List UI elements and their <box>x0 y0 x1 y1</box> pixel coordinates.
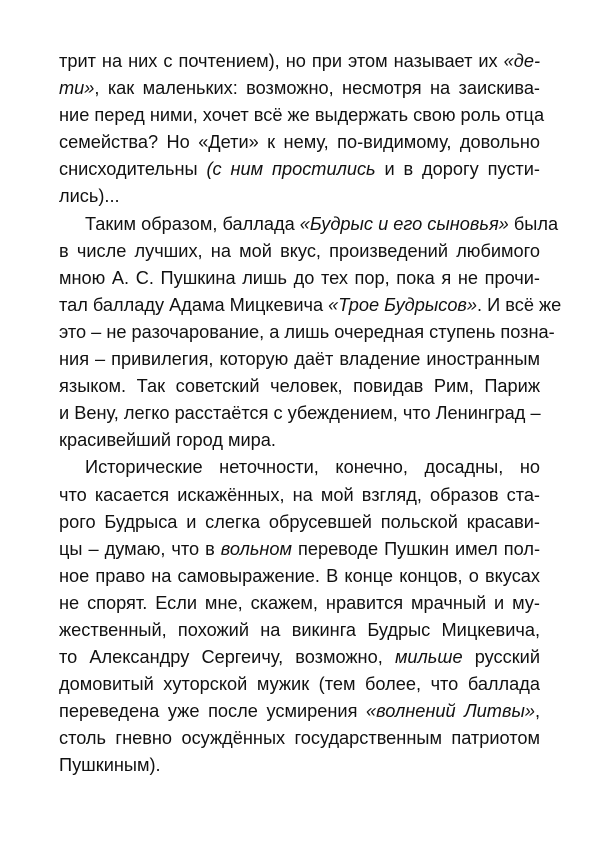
text-span: столь гневно осуждённых государственным патриотом <box>59 728 540 749</box>
text-span: трит на них с почтением), но при этом называет их <box>59 51 504 71</box>
text-line <box>59 698 540 725</box>
text-line <box>59 563 540 590</box>
italic-span: «Трое Будрысов» <box>328 294 478 315</box>
paragraph <box>59 454 540 779</box>
italic-span: (с ним простились <box>206 159 376 180</box>
text-line <box>59 617 540 644</box>
text-span: в числе лучших, на мой вкус, произведений любимого <box>59 240 540 261</box>
text-span: , как маленьких: возможно, несмотря на заискива- <box>94 78 540 99</box>
text-span: жественный, похожий на викинга Будрыс Мицкевича, <box>59 619 540 640</box>
text-line <box>59 211 559 238</box>
text-span: цы – думаю, что в <box>59 538 221 559</box>
text-span: была <box>508 213 559 234</box>
text-span: то Александру Сергеичу, возможно, <box>59 647 395 668</box>
text-line <box>59 752 540 779</box>
italic-span: мильше <box>394 647 463 668</box>
text-span: переводе Пушкин имел пол- <box>292 538 540 559</box>
text-line <box>59 454 540 481</box>
text-line <box>59 725 540 752</box>
text-line <box>59 346 540 373</box>
text-span: переведена уже после усмирения <box>59 701 367 722</box>
italic-span: «Будрыс и его сыновья» <box>299 213 509 234</box>
italic-span: ти» <box>59 78 95 99</box>
text-line <box>59 509 540 536</box>
text-line <box>59 373 540 400</box>
italic-span: «де- <box>503 51 540 71</box>
text-span: русский <box>462 647 540 668</box>
paragraph <box>59 48 545 211</box>
text-line <box>59 400 540 427</box>
text-span: домовитый хуторской мужик (тем более, что баллада <box>59 674 540 695</box>
italic-span: вольном <box>220 538 292 559</box>
text-line <box>59 129 540 156</box>
text-span: ное право на самовыражение. В конце концов, о вкусах <box>59 565 540 586</box>
text-line <box>59 319 555 346</box>
text-line <box>59 156 540 183</box>
text-line <box>59 48 540 75</box>
text-span: семейства? Но «Дети» к нему, по-видимому, довольно <box>59 132 540 153</box>
text-span: не спорят. Если мне, скажем, нравится мрачный и му- <box>59 592 540 613</box>
text-span: Исторические неточности, конечно, досадны, но <box>85 457 540 478</box>
text-span: , <box>534 701 540 722</box>
text-line <box>59 482 540 509</box>
text-span: и Вену, легко расстаётся с убеждением, что Ленинград – <box>59 403 541 424</box>
text-span: тал балладу Адама Мицкевича <box>59 294 329 315</box>
text-line <box>59 427 540 454</box>
text-line <box>59 292 562 319</box>
page-text <box>59 48 562 780</box>
text-span: Пушкиным). <box>59 755 161 776</box>
text-line <box>59 75 540 102</box>
text-line <box>59 590 540 617</box>
text-span: красивейший город мира. <box>59 430 276 451</box>
text-span: языком. Так советский человек, повидав Рим, Париж <box>59 376 540 397</box>
text-span: ния – привилегия, которую даёт владение иностранным <box>59 349 540 370</box>
text-span: рого Будрыса и слегка обрусевшей польской красави- <box>59 511 540 532</box>
text-line <box>59 102 545 129</box>
text-span: что касается искажённых, на мой взгляд, образов ста- <box>59 484 540 505</box>
text-line <box>59 183 540 210</box>
text-span: и в дорогу пусти- <box>375 159 540 180</box>
italic-span: «волнений Литвы» <box>366 701 535 722</box>
text-line <box>59 238 540 265</box>
text-span: снисходительны <box>59 159 207 180</box>
text-span: мною А. С. Пушкина лишь до тех пор, пока я не прочи- <box>59 267 540 288</box>
text-line <box>59 644 540 671</box>
paragraph <box>59 211 562 455</box>
text-span: Таким образом, баллада <box>85 213 300 234</box>
text-span: ние перед ними, хочет всё же выдержать свою роль отца <box>59 105 545 126</box>
text-span: . И всё же <box>477 294 562 315</box>
text-line <box>59 536 540 563</box>
text-line <box>59 671 540 698</box>
text-span: лись)... <box>59 186 120 207</box>
text-span: это – не разочарование, а лишь очередная ступень позна- <box>59 321 555 342</box>
text-line <box>59 265 540 292</box>
